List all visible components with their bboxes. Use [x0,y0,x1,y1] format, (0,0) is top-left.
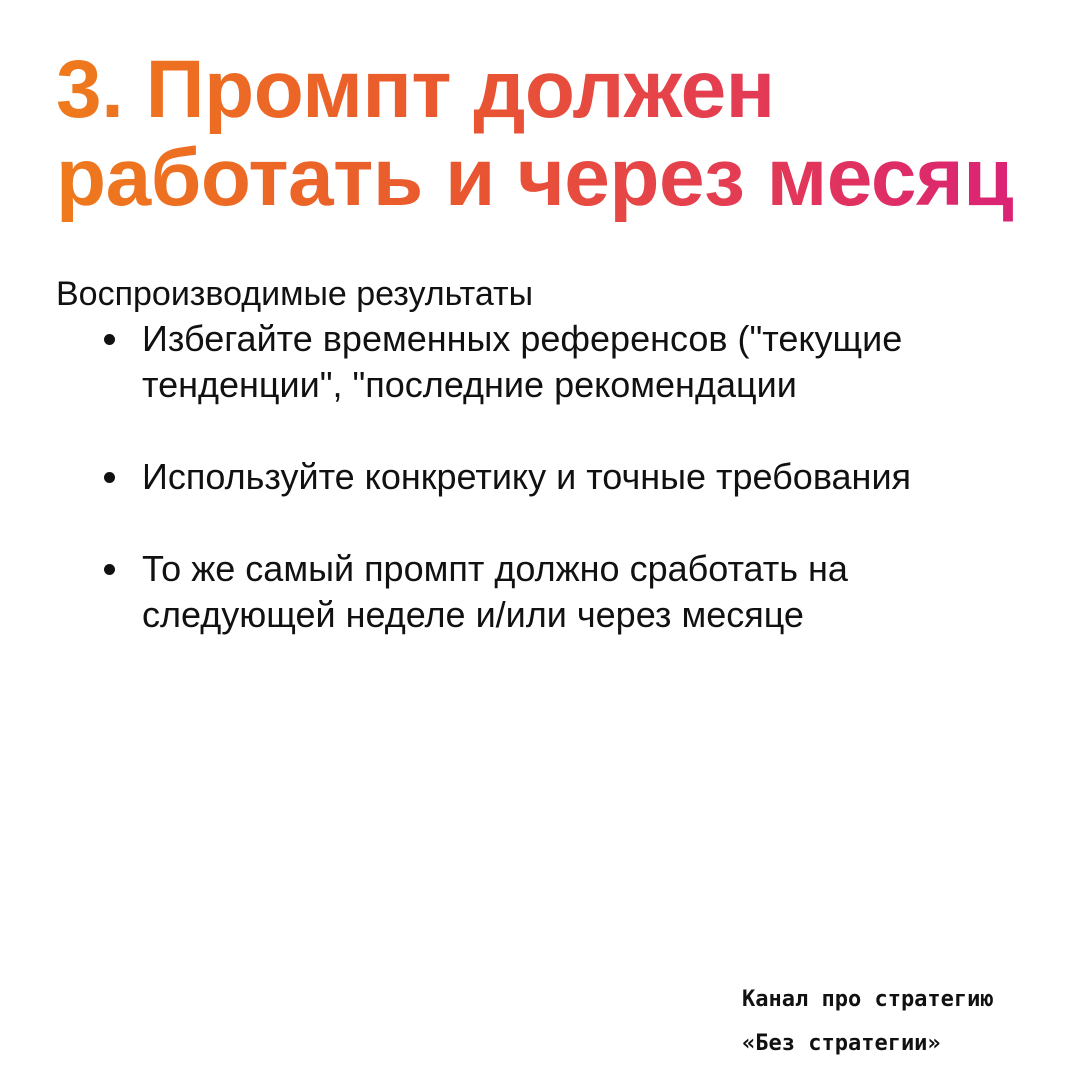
bullet-text: То же самый промпт должно сработать на следующей неделе и/или через месяце [142,548,848,635]
bullet-item [104,546,1044,638]
bullet-text: Используйте конкретику и точные требования [142,456,912,497]
channel-footer-line-2: «Без стратегии» [742,1031,941,1056]
bullet-item [104,316,1044,408]
bullet-item [104,454,1044,500]
bullet-dot-icon [104,472,115,483]
slide-title [56,46,1056,222]
channel-footer [742,978,994,1066]
slide-title-line-2: работать и через месяц [56,132,1014,223]
bullet-list [104,316,1044,638]
bullet-dot-icon [104,334,115,345]
section-subtitle: Воспроизводимые результаты [56,275,534,313]
bullet-dot-icon [104,564,115,575]
channel-footer-line-1: Канал про стратегию [742,987,994,1012]
slide-title-line-1: 3. Промпт должен [56,44,775,135]
bullet-text: Избегайте временных референсов ("текущие тенденции", "последние рекомендации [142,318,903,405]
